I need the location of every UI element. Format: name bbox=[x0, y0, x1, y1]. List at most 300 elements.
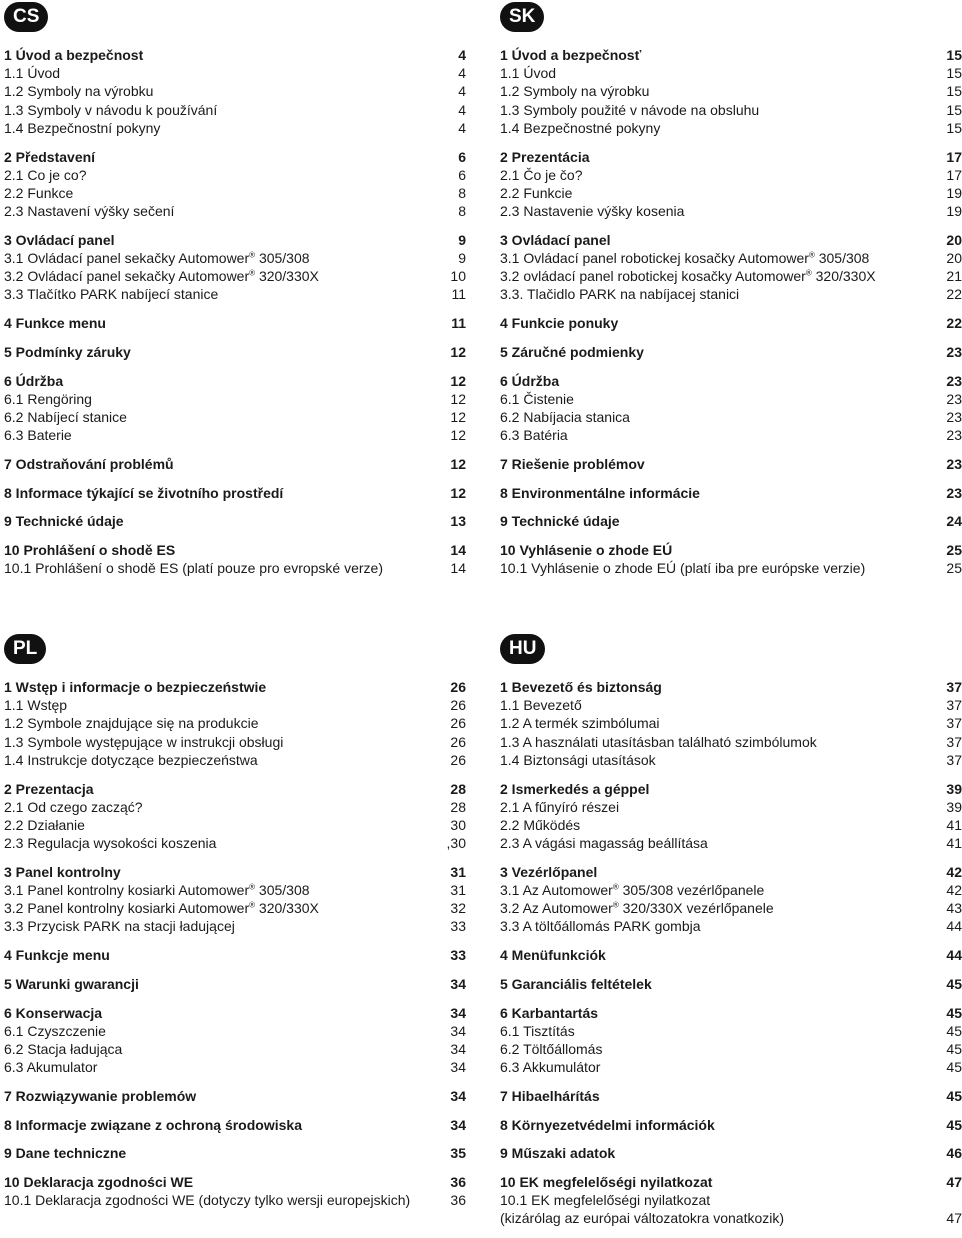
entry-title-text: 2.3 A vágási magasság beállítása bbox=[500, 835, 708, 852]
entry-title bbox=[500, 202, 938, 220]
toc-chapter-entry[interactable] bbox=[4, 148, 466, 166]
entry-title bbox=[500, 484, 938, 502]
entry-title-text: 1.4 Bezpečnostní pokyny bbox=[4, 119, 161, 136]
toc-subsection-entry[interactable] bbox=[500, 917, 962, 935]
page-number: 31 bbox=[450, 863, 466, 880]
toc-subsection-entry[interactable] bbox=[4, 101, 466, 119]
entry-title-text: 3.1 Az Automower bbox=[500, 882, 613, 899]
entry-title-text: 2.2 Funkce bbox=[4, 184, 74, 201]
entry-title-text: 10 Vyhlásenie o zhode EÚ bbox=[500, 541, 673, 558]
entry-title-text: 3 Ovládací panel bbox=[500, 231, 611, 248]
toc-chapter-entry[interactable] bbox=[4, 484, 466, 502]
entry-title-text: 8 Környezetvédelmi információk bbox=[500, 1116, 715, 1133]
entry-title-text: 2 Prezentácia bbox=[500, 148, 590, 165]
entry-title-text: 5 Garanciális feltételek bbox=[500, 975, 652, 992]
page-number: 12 bbox=[450, 484, 466, 501]
entry-title-text: 3.2 Panel kontrolny kosiarki Automower bbox=[4, 900, 250, 917]
entry-title bbox=[500, 541, 938, 559]
entry-title-text: 2.3 Nastavení výšky sečení bbox=[4, 203, 175, 220]
entry-title bbox=[4, 678, 442, 696]
toc-subsection-entry[interactable] bbox=[500, 798, 962, 816]
entry-title bbox=[4, 314, 442, 332]
page-number: 43 bbox=[946, 900, 962, 917]
toc-chapter-entry[interactable] bbox=[4, 512, 466, 530]
toc-chapter-entry[interactable] bbox=[500, 975, 962, 993]
toc-chapter-entry[interactable] bbox=[4, 1144, 466, 1162]
toc-group bbox=[4, 343, 466, 361]
toc-subsection-entry[interactable] bbox=[500, 751, 962, 769]
entry-title bbox=[4, 512, 442, 530]
page-number: 34 bbox=[450, 1059, 466, 1076]
page-number: 22 bbox=[946, 315, 962, 332]
toc-subsection-entry[interactable] bbox=[4, 798, 466, 816]
entry-title-model: 305/308 bbox=[818, 250, 870, 267]
page-number: 45 bbox=[946, 1004, 962, 1021]
entry-title-text: 3.3 A töltőállomás PARK gombja bbox=[500, 918, 701, 935]
entry-title-text: 1 Úvod a bezpečnosť bbox=[500, 47, 642, 63]
toc-group bbox=[500, 46, 962, 137]
toc-chapter-entry[interactable] bbox=[500, 863, 962, 881]
toc-subsection-entry[interactable] bbox=[4, 82, 466, 100]
toc-group bbox=[4, 1004, 466, 1077]
toc-subsection-entry[interactable] bbox=[500, 696, 962, 714]
page-number: 37 bbox=[946, 751, 962, 768]
toc-subsection-entry[interactable] bbox=[4, 64, 466, 82]
entry-title bbox=[500, 816, 938, 834]
entry-title-text: 2.1 A fűnyíró részei bbox=[500, 798, 620, 815]
entry-title-text: 1.4 Biztonsági utasítások bbox=[500, 751, 656, 768]
entry-title bbox=[500, 917, 938, 935]
toc-subsection-entry[interactable] bbox=[4, 202, 466, 220]
toc-subsection-entry[interactable] bbox=[500, 267, 962, 285]
toc-group bbox=[500, 372, 962, 445]
entry-title bbox=[500, 696, 938, 714]
page-number: 37 bbox=[946, 733, 962, 750]
toc-subsection-entry[interactable] bbox=[4, 1040, 466, 1058]
entry-title bbox=[500, 1116, 938, 1134]
entry-title bbox=[500, 267, 938, 285]
entry-title bbox=[500, 314, 938, 332]
toc-group bbox=[4, 512, 466, 530]
page-number: ,30 bbox=[446, 835, 466, 852]
toc-chapter-entry[interactable] bbox=[4, 1173, 466, 1191]
toc-chapter-entry[interactable] bbox=[4, 863, 466, 881]
toc-subsection-entry[interactable] bbox=[4, 751, 466, 769]
entry-title bbox=[4, 798, 442, 816]
toc-chapter-entry[interactable] bbox=[500, 343, 962, 361]
entry-title-text: 1.2 Symbole znajdujące się na produkcie bbox=[4, 715, 259, 732]
toc-subsection-entry[interactable] bbox=[500, 408, 962, 426]
toc-chapter-entry[interactable] bbox=[500, 231, 962, 249]
entry-title bbox=[4, 696, 442, 714]
entry-title bbox=[4, 899, 442, 917]
toc-group bbox=[500, 975, 962, 993]
entry-title bbox=[500, 64, 938, 82]
toc-subsection-entry[interactable] bbox=[500, 390, 962, 408]
toc-subsection-entry[interactable] bbox=[4, 816, 466, 834]
toc-subsection-entry[interactable] bbox=[500, 64, 962, 82]
entry-title bbox=[4, 267, 442, 285]
entry-title-text: 3.2 Ovládací panel sekačky Automower bbox=[4, 268, 250, 285]
entry-title bbox=[500, 1040, 938, 1058]
toc-chapter-entry[interactable] bbox=[4, 455, 466, 473]
page-number: 23 bbox=[946, 408, 962, 425]
entry-title-text: 4 Funkce menu bbox=[4, 315, 106, 332]
entry-title bbox=[4, 559, 442, 577]
toc-subsection-entry[interactable] bbox=[500, 816, 962, 834]
page-number: 42 bbox=[946, 882, 962, 899]
entry-title-text: 9 Dane techniczne bbox=[4, 1145, 127, 1162]
toc-subsection-entry[interactable] bbox=[4, 1058, 466, 1076]
toc-subsection-entry[interactable] bbox=[500, 714, 962, 732]
toc-section-sk bbox=[500, 2, 962, 588]
toc-chapter-entry[interactable] bbox=[4, 343, 466, 361]
toc-chapter-entry[interactable] bbox=[500, 314, 962, 332]
entry-title-text: 6 Údržba bbox=[500, 372, 560, 389]
toc-subsection-entry[interactable] bbox=[500, 202, 962, 220]
toc-group bbox=[500, 1116, 962, 1134]
toc-subsection-entry[interactable] bbox=[4, 1191, 466, 1209]
entry-title-text: 1 Wstęp i informacje o bezpieczeństwie bbox=[4, 679, 267, 695]
entry-title bbox=[500, 780, 938, 798]
entry-title-text: 6.2 Töltőállomás bbox=[500, 1040, 603, 1057]
toc-chapter-entry[interactable] bbox=[4, 541, 466, 559]
registered-mark: ® bbox=[612, 882, 619, 892]
entry-title bbox=[500, 46, 938, 64]
toc-subsection-entry[interactable] bbox=[500, 166, 962, 184]
toc-chapter-entry[interactable] bbox=[500, 678, 962, 696]
entry-title-text: 1.4 Bezpečnostné pokyny bbox=[500, 119, 661, 136]
toc-subsection-entry[interactable] bbox=[500, 834, 962, 852]
page-number: 8 bbox=[458, 184, 466, 201]
toc-chapter-entry[interactable] bbox=[4, 314, 466, 332]
entry-title bbox=[500, 343, 938, 361]
page-number: 23 bbox=[946, 390, 962, 407]
toc-subsection-entry[interactable] bbox=[500, 101, 962, 119]
toc-group bbox=[4, 148, 466, 221]
page-number: 37 bbox=[946, 715, 962, 732]
toc-group bbox=[500, 541, 962, 577]
entry-title-text: 1.1 Úvod bbox=[500, 65, 557, 82]
entry-title-text: 10.1 Vyhlásenie o zhode EÚ (platí iba pre európske verzie) bbox=[500, 560, 866, 577]
entry-title-model: 305/308 bbox=[258, 882, 310, 899]
entry-title-text: 10.1 EK megfelelőségi nyilatkozat bbox=[500, 1192, 711, 1209]
page-number: 4 bbox=[458, 101, 466, 118]
toc-group bbox=[4, 975, 466, 993]
entry-title bbox=[500, 119, 938, 137]
page-number: 25 bbox=[946, 560, 962, 577]
entry-title bbox=[500, 101, 938, 119]
entry-title bbox=[500, 863, 938, 881]
entry-title bbox=[4, 733, 442, 751]
toc-subsection-entry[interactable] bbox=[4, 834, 466, 852]
entry-title-text: 4 Funkcie ponuky bbox=[500, 315, 619, 332]
toc-subsection-entry[interactable] bbox=[4, 267, 466, 285]
page-number: 9 bbox=[458, 231, 466, 248]
page-number: 28 bbox=[450, 798, 466, 815]
entry-title-text: 3.2 Az Automower bbox=[500, 900, 613, 917]
page-number: 36 bbox=[450, 1192, 466, 1209]
toc-subsection-entry[interactable] bbox=[500, 1191, 962, 1209]
entry-title bbox=[4, 946, 442, 964]
page-number: 34 bbox=[450, 1022, 466, 1039]
toc-subsection-entry[interactable] bbox=[500, 184, 962, 202]
entry-title-text: 1 Bevezető és biztonság bbox=[500, 679, 662, 695]
toc-group bbox=[500, 1144, 962, 1162]
entry-title bbox=[4, 101, 442, 119]
entry-title-text: 2.3 Regulacja wysokości koszenia bbox=[4, 835, 217, 852]
page-number: 34 bbox=[450, 1004, 466, 1021]
entry-title-text: 2.3 Nastavenie výšky kosenia bbox=[500, 203, 685, 220]
entry-title-text: 1.1 Wstęp bbox=[4, 697, 68, 714]
toc-chapter-entry[interactable] bbox=[500, 1144, 962, 1162]
page-number: 45 bbox=[946, 1059, 962, 1076]
entry-title-text: 2 Představení bbox=[4, 148, 96, 165]
toc-group bbox=[500, 1004, 962, 1077]
entry-title bbox=[4, 202, 442, 220]
entry-title-text: 1.3 Symboly použité v návode na obsluhu bbox=[500, 101, 760, 118]
entry-title bbox=[500, 408, 938, 426]
page-number: 12 bbox=[450, 455, 466, 472]
page-number: 44 bbox=[946, 947, 962, 964]
entry-title bbox=[500, 1058, 938, 1076]
entry-title bbox=[500, 148, 938, 166]
entry-title bbox=[4, 863, 442, 881]
toc-group bbox=[500, 455, 962, 473]
toc-subsection-entry[interactable] bbox=[500, 1058, 962, 1076]
page-number: 32 bbox=[450, 900, 466, 917]
toc-subsection-entry[interactable] bbox=[500, 881, 962, 899]
page-number: 15 bbox=[946, 101, 962, 118]
entry-title-text: 8 Informacje związane z ochroną środowiska bbox=[4, 1116, 302, 1133]
toc-subsection-entry[interactable] bbox=[500, 119, 962, 137]
toc-chapter-entry[interactable] bbox=[500, 455, 962, 473]
entry-title-text: 3.1 Panel kontrolny kosiarki Automower bbox=[4, 882, 250, 899]
page-number: 23 bbox=[946, 343, 962, 360]
toc-subsection-entry[interactable] bbox=[500, 733, 962, 751]
toc-chapter-entry[interactable] bbox=[500, 780, 962, 798]
toc-subsection-entry[interactable] bbox=[500, 559, 962, 577]
page-number: 34 bbox=[450, 1087, 466, 1104]
entry-title-text: 1.4 Instrukcje dotyczące bezpieczeństwa bbox=[4, 751, 258, 768]
entry-title bbox=[500, 1209, 938, 1227]
entry-title bbox=[500, 285, 938, 303]
entry-title-text: 6.1 Čistenie bbox=[500, 390, 574, 407]
page-number: 14 bbox=[450, 541, 466, 558]
toc-subsection-entry[interactable] bbox=[4, 559, 466, 577]
entry-title-text: 10 Prohlášení o shodě ES bbox=[4, 541, 176, 558]
page-number: 8 bbox=[458, 203, 466, 220]
toc-subsection-entry[interactable] bbox=[4, 408, 466, 426]
entry-title bbox=[4, 64, 442, 82]
toc-group bbox=[4, 1087, 466, 1105]
entry-title-text: 6.2 Nabíjacia stanica bbox=[500, 408, 630, 425]
page-number: 4 bbox=[458, 65, 466, 82]
page-number: 13 bbox=[450, 513, 466, 530]
entry-title-text: 3 Panel kontrolny bbox=[4, 863, 121, 880]
page-number: 30 bbox=[450, 816, 466, 833]
entry-title-text: 1.3 Symbole występujące w instrukcji obsługi bbox=[4, 733, 284, 750]
toc-subsection-entry[interactable] bbox=[4, 166, 466, 184]
toc-subsection-entry[interactable] bbox=[500, 249, 962, 267]
toc-chapter-entry[interactable] bbox=[4, 975, 466, 993]
toc-chapter-entry[interactable] bbox=[500, 46, 962, 64]
entry-title bbox=[4, 119, 442, 137]
toc-chapter-entry[interactable] bbox=[4, 678, 466, 696]
toc-subsection-entry[interactable] bbox=[4, 917, 466, 935]
entry-title bbox=[500, 714, 938, 732]
entry-title bbox=[4, 184, 442, 202]
toc-subsection-entry[interactable] bbox=[500, 1022, 962, 1040]
toc-subsection-entry[interactable] bbox=[4, 390, 466, 408]
toc-subsection-entry[interactable] bbox=[500, 285, 962, 303]
entry-title-text: 6 Karbantartás bbox=[500, 1004, 599, 1021]
entry-title-text: 3.3 Tlačítko PARK nabíjecí stanice bbox=[4, 286, 219, 303]
page-number: 19 bbox=[946, 203, 962, 220]
entry-title bbox=[4, 249, 442, 267]
entry-title bbox=[4, 1040, 442, 1058]
page-number: 46 bbox=[946, 1145, 962, 1162]
page-number: 12 bbox=[450, 343, 466, 360]
entry-title-text: 8 Informace týkající se životního prostředí bbox=[4, 484, 284, 501]
entry-title bbox=[4, 1144, 442, 1162]
page-number: 14 bbox=[450, 560, 466, 577]
toc-group bbox=[500, 512, 962, 530]
entry-title-model: 320/330X bbox=[258, 900, 319, 917]
entry-title bbox=[500, 733, 938, 751]
page-number: 42 bbox=[946, 863, 962, 880]
toc-subsection-entry[interactable] bbox=[4, 696, 466, 714]
toc-chapter-entry[interactable] bbox=[4, 946, 466, 964]
entry-title-text: 1.2 A termék szimbólumai bbox=[500, 715, 660, 732]
toc-subsection-entry[interactable] bbox=[4, 119, 466, 137]
entry-title-text: 3 Vezérlőpanel bbox=[500, 863, 598, 880]
toc-chapter-entry[interactable] bbox=[500, 1004, 962, 1022]
toc-subsection-entry[interactable] bbox=[500, 82, 962, 100]
entry-title bbox=[500, 426, 938, 444]
entry-title-text: 7 Odstraňování problémů bbox=[4, 455, 174, 472]
entry-title bbox=[500, 881, 938, 899]
entry-title-text: 2.1 Čo je čo? bbox=[500, 166, 583, 183]
entry-title-text: 9 Műszaki adatok bbox=[500, 1145, 616, 1162]
toc-subsection-entry[interactable] bbox=[500, 1040, 962, 1058]
toc-subsection-entry[interactable] bbox=[4, 733, 466, 751]
entry-title bbox=[4, 1004, 442, 1022]
entry-title-text: 2.2 Działanie bbox=[4, 816, 85, 833]
toc-chapter-entry[interactable] bbox=[4, 780, 466, 798]
toc-group bbox=[4, 1173, 466, 1209]
toc-group bbox=[500, 1173, 962, 1228]
entry-title bbox=[4, 372, 442, 390]
toc-subsection-entry[interactable] bbox=[4, 285, 466, 303]
toc-subsection-entry[interactable] bbox=[500, 1209, 962, 1227]
registered-mark: ® bbox=[808, 250, 815, 260]
entry-title bbox=[500, 899, 938, 917]
entry-title-text: 1.2 Symboly na výrobku bbox=[500, 83, 650, 100]
language-badge: SK bbox=[500, 2, 544, 32]
toc-chapter-entry[interactable] bbox=[500, 1173, 962, 1191]
entry-title bbox=[4, 390, 442, 408]
toc-subsection-entry[interactable] bbox=[4, 899, 466, 917]
entry-title-model: 320/330X bbox=[815, 268, 876, 285]
entry-title-text: 2.2 Funkcie bbox=[500, 184, 573, 201]
page-number: 6 bbox=[458, 148, 466, 165]
toc-group bbox=[4, 484, 466, 502]
entry-title bbox=[500, 249, 938, 267]
toc-chapter-entry[interactable] bbox=[4, 46, 466, 64]
entry-title-text: (kizárólag az európai változatokra vonatkozik) bbox=[500, 1210, 785, 1227]
toc-group bbox=[500, 343, 962, 361]
toc-group bbox=[4, 1116, 466, 1134]
entry-title-text: 6.1 Rengöring bbox=[4, 390, 92, 407]
entry-title-text: 3.1 Ovládací panel robotickej kosačky Automower bbox=[500, 250, 809, 267]
toc-chapter-entry[interactable] bbox=[500, 512, 962, 530]
entry-title bbox=[4, 82, 442, 100]
entry-title bbox=[500, 231, 938, 249]
entry-title-text: 10.1 Deklaracja zgodności WE (dotyczy tylko wersji europejskich) bbox=[4, 1192, 411, 1209]
entry-title bbox=[500, 798, 938, 816]
toc-chapter-entry[interactable] bbox=[4, 372, 466, 390]
entry-title bbox=[500, 1087, 938, 1105]
entry-title bbox=[500, 834, 938, 852]
page-number: 24 bbox=[946, 513, 962, 530]
entry-title-text: 6.3 Akumulator bbox=[4, 1059, 98, 1076]
page-number: 19 bbox=[946, 184, 962, 201]
toc-subsection-entry[interactable] bbox=[500, 426, 962, 444]
page-number: 34 bbox=[450, 1040, 466, 1057]
toc-subsection-entry[interactable] bbox=[500, 899, 962, 917]
entry-title bbox=[4, 343, 442, 361]
page-number: 45 bbox=[946, 975, 962, 992]
toc-subsection-entry[interactable] bbox=[4, 249, 466, 267]
toc-chapter-entry[interactable] bbox=[4, 231, 466, 249]
toc-subsection-entry[interactable] bbox=[4, 426, 466, 444]
toc-chapter-entry[interactable] bbox=[500, 1087, 962, 1105]
toc-chapter-entry[interactable] bbox=[500, 484, 962, 502]
toc-subsection-entry[interactable] bbox=[4, 714, 466, 732]
toc-chapter-entry[interactable] bbox=[500, 148, 962, 166]
toc-chapter-entry[interactable] bbox=[4, 1116, 466, 1134]
page-number: 33 bbox=[450, 918, 466, 935]
toc-chapter-entry[interactable] bbox=[500, 946, 962, 964]
toc-section-pl bbox=[4, 634, 466, 1220]
page-number: 33 bbox=[450, 947, 466, 964]
toc-section-cs bbox=[4, 2, 466, 588]
entry-title bbox=[4, 917, 442, 935]
toc-subsection-entry[interactable] bbox=[4, 184, 466, 202]
page-number: 39 bbox=[946, 780, 962, 797]
page-number: 4 bbox=[458, 83, 466, 100]
toc-group bbox=[4, 1144, 466, 1162]
toc-chapter-entry[interactable] bbox=[500, 541, 962, 559]
page-number: 23 bbox=[946, 484, 962, 501]
entry-title-text: 2 Prezentacja bbox=[4, 780, 94, 797]
toc-group bbox=[500, 484, 962, 502]
toc-chapter-entry[interactable] bbox=[4, 1087, 466, 1105]
toc-chapter-entry[interactable] bbox=[4, 1004, 466, 1022]
toc-chapter-entry[interactable] bbox=[500, 372, 962, 390]
entry-title-text: 6.3 Akkumulátor bbox=[500, 1059, 601, 1076]
entry-title-text: 7 Rozwiązywanie problemów bbox=[4, 1087, 197, 1104]
registered-mark: ® bbox=[249, 900, 256, 910]
page-number: 10 bbox=[450, 268, 466, 285]
entry-title bbox=[4, 1058, 442, 1076]
page-number: 25 bbox=[946, 541, 962, 558]
page-number: 41 bbox=[946, 816, 962, 833]
toc-subsection-entry[interactable] bbox=[4, 1022, 466, 1040]
toc-subsection-entry[interactable] bbox=[4, 881, 466, 899]
toc-chapter-entry[interactable] bbox=[500, 1116, 962, 1134]
